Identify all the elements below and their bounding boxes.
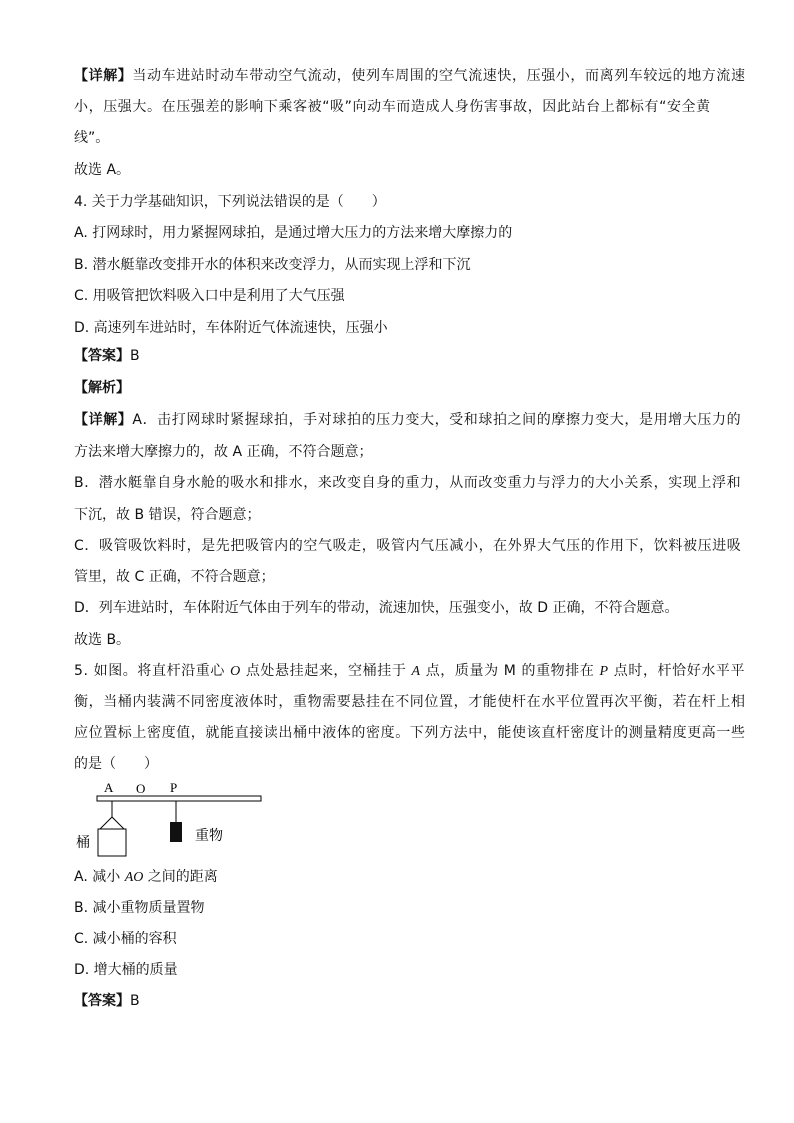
detail-line-7: D．列车进站时，车体附近气体由于列车的带动，流速加快，压强变小，故 D 正确，不符合题意。	[74, 600, 679, 616]
label-o: O	[136, 781, 146, 796]
explanation-line-2: 小，压强大。在压强差的影响下乘客被“吸”向动车而造成人身伤害事故，因此站台上都标有“安全黄	[74, 99, 711, 115]
question-4-stem: 4. 关于力学基础知识，下列说法错误的是（ ）	[74, 194, 386, 210]
answer-value: B	[130, 993, 140, 1009]
question-4-option-b: B. 潜水艇靠改变排开水的体积来改变浮力，从而实现上浮和下沉	[74, 257, 471, 273]
question-5-option-d: D. 增大桶的质量	[74, 962, 178, 978]
answer-line	[74, 991, 140, 1011]
choice-result: 故选 B。	[74, 632, 131, 648]
choice-result: 故选 A。	[74, 162, 131, 178]
lever-rod	[97, 796, 261, 801]
answer-line	[74, 346, 140, 366]
bucket-top	[100, 817, 124, 829]
detail-line-6: 管里，故 C 正确，不符合题意；	[74, 569, 275, 585]
question-4-option-a: A. 打网球时，用力紧握网球拍，是通过增大压力的方法来增大摩擦力的	[74, 225, 513, 241]
label-bucket: 桶	[76, 835, 90, 851]
explanation-line-1	[74, 66, 746, 86]
detail-tag: 【详解】	[74, 68, 133, 84]
explanation-text: 当动车进站时动车带动空气流动，使列车周围的空气流速快，压强小，而离列车较远的地方流速	[132, 68, 746, 84]
answer-value: B	[130, 348, 140, 364]
analysis-tag: 【解析】	[74, 380, 130, 396]
question-5-option-b: B. 减小重物质量置物	[74, 900, 205, 916]
detail-line-3: B．潜水艇靠自身水舱的吸水和排水，来改变自身的重力，从而改变重力与浮力的大小关系，实现上浮和	[74, 475, 742, 491]
question-5-stem-line-4: 的是（ ）	[74, 756, 158, 772]
detail-tag: 【详解】	[74, 412, 133, 428]
question-5-option-c: C. 减小桶的容积	[74, 931, 177, 947]
label-a: A	[104, 780, 114, 795]
question-4-option-d: D. 高速列车进站时，车体附近气体流速快，压强小	[74, 320, 388, 336]
detail-text: A．击打网球时紧握球拍，手对球拍的压力变大，受和球拍之间的摩擦力变大，是用增大压力的	[132, 412, 742, 428]
question-5-option-a: A. 减小 AO 之间的距离	[74, 869, 218, 885]
question-5-stem-line-3: 应位置标上密度值，就能直接读出桶中液体的密度。下列方法中，能使该直杆密度计的测量精度更高一些	[74, 725, 746, 741]
label-p: P	[170, 780, 178, 795]
question-5-stem-line-2: 衡，当桶内装满不同密度液体时，重物需要悬挂在不同位置，才能使杆在水平位置再次平衡，若在杆上相	[74, 694, 746, 710]
answer-tag: 【答案】	[74, 993, 130, 1009]
question-5-stem-line-1: 5. 如图。将直杆沿重心 O 点处悬挂起来，空桶挂于 A 点，质量为 M 的重物排在 P 点时，杆恰好水平平	[74, 663, 746, 679]
detail-line-5: C．吸管吸饮料时，是先把吸管内的空气吸走，吸管内气压减小，在外界大气压的作用下，饮料被压进吸	[74, 538, 742, 554]
weight-block	[170, 822, 182, 842]
label-weight: 重物	[195, 828, 223, 844]
detail-line-2: 方法来增大摩擦力的，故 A 正确，不符合题意；	[74, 444, 373, 460]
detail-line-1	[74, 410, 741, 430]
explanation-line-3: 线”。	[74, 130, 110, 146]
bucket	[98, 829, 126, 856]
detail-line-4: 下沉，故 B 错误，符合题意；	[74, 507, 261, 523]
answer-tag: 【答案】	[74, 348, 130, 364]
question-4-option-c: C. 用吸管把饮料吸入口中是利用了大气压强	[74, 288, 345, 304]
